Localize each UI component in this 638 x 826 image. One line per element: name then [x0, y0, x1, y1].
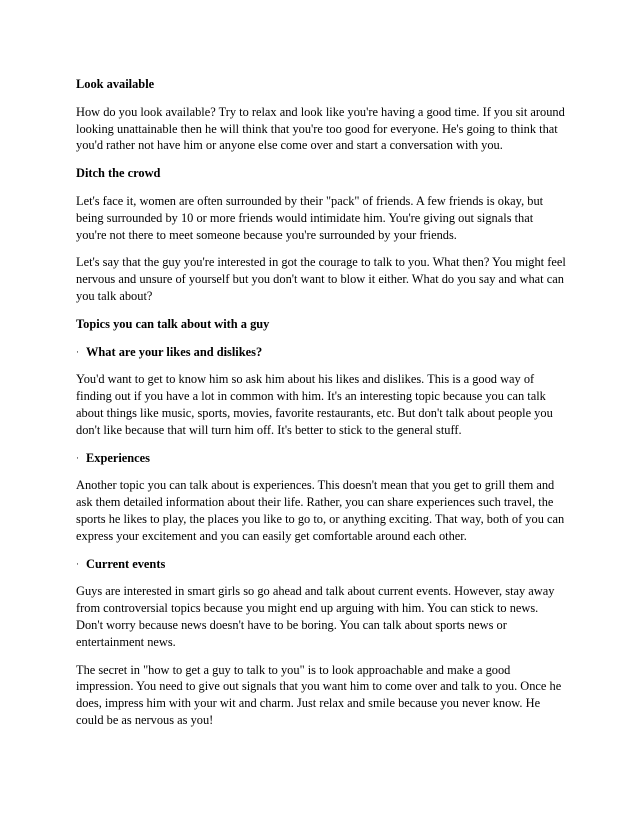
heading-ditch-the-crowd: Ditch the crowd	[76, 166, 161, 181]
paragraph-courage: Let's say that the guy you're interested in got the courage to talk to you. What then? You might feel nervous and unsure of yourself but you don't want to blow it either. What do you say and what can you talk about?	[76, 255, 566, 303]
paragraph-ditch-the-crowd: Let's face it, women are often surrounded by their "pack" of friends. A few friends is okay, but being surrounded by 10 or more friends would intimidate him. You're giving out signals that you're not there to meet someone because you're surrounded by your friends.	[76, 193, 544, 242]
paragraph-look-available: How do you look available? Try to relax and look like you're having a good time. If you sit around looking unattainable then he will think that you're too good for everyone. He's going to think that you'd rather not have him or anyone else come over and start a conversation with you.	[76, 104, 565, 153]
bullet-label: Experiences	[86, 450, 151, 465]
bullet-marker: ·	[76, 558, 79, 569]
bullet-heading-experiences	[76, 450, 566, 467]
bullet-marker: ·	[76, 452, 79, 463]
bullet-marker: ·	[76, 346, 79, 357]
paragraph-current-events: Guys are interested in smart girls so go ahead and talk about current events. However, stay away from controversial topics because you might end up arguing with him. You can stick to news. Don't worry because news doesn't have to be boring. You can talk about sports news or entertainment news.	[76, 584, 555, 649]
paragraph-experiences: Another topic you can talk about is experiences. This doesn't mean that you get to grill them and ask them detailed information about their life. Rather, you can share experiences such travel, the sports he likes to play, the places you like to go to, or anything exciting. That way, both of you can express your excitement and you can easily get comfortable around each other.	[76, 478, 565, 543]
paragraph-conclusion: The secret in "how to get a guy to talk to you" is to look approachable and make a good impression. You need to give out signals that you want him to come over and talk to you. Once he does, impress him with your wit and charm. Just relax and smile because you never know. He could be as nervous as you!	[76, 662, 562, 727]
paragraph-likes-dislikes: You'd want to get to know him so ask him about his likes and dislikes. This is a good way of finding out if you have a lot in common with him. It's an interesting topic because you can talk about things like music, sports, movies, favorite restaurants, etc. But don't talk about people you don't like because that will turn him off. It's better to stick to the general stuff.	[76, 372, 553, 437]
bullet-label: Current events	[86, 556, 166, 571]
heading-look-available: Look available	[76, 77, 155, 91]
heading-topics: Topics you can talk about with a guy	[76, 316, 270, 331]
document-body	[76, 76, 566, 740]
bullet-heading-current-events	[76, 556, 566, 573]
bullet-heading-likes-dislikes	[76, 344, 566, 361]
bullet-label: What are your likes and dislikes?	[86, 344, 263, 359]
